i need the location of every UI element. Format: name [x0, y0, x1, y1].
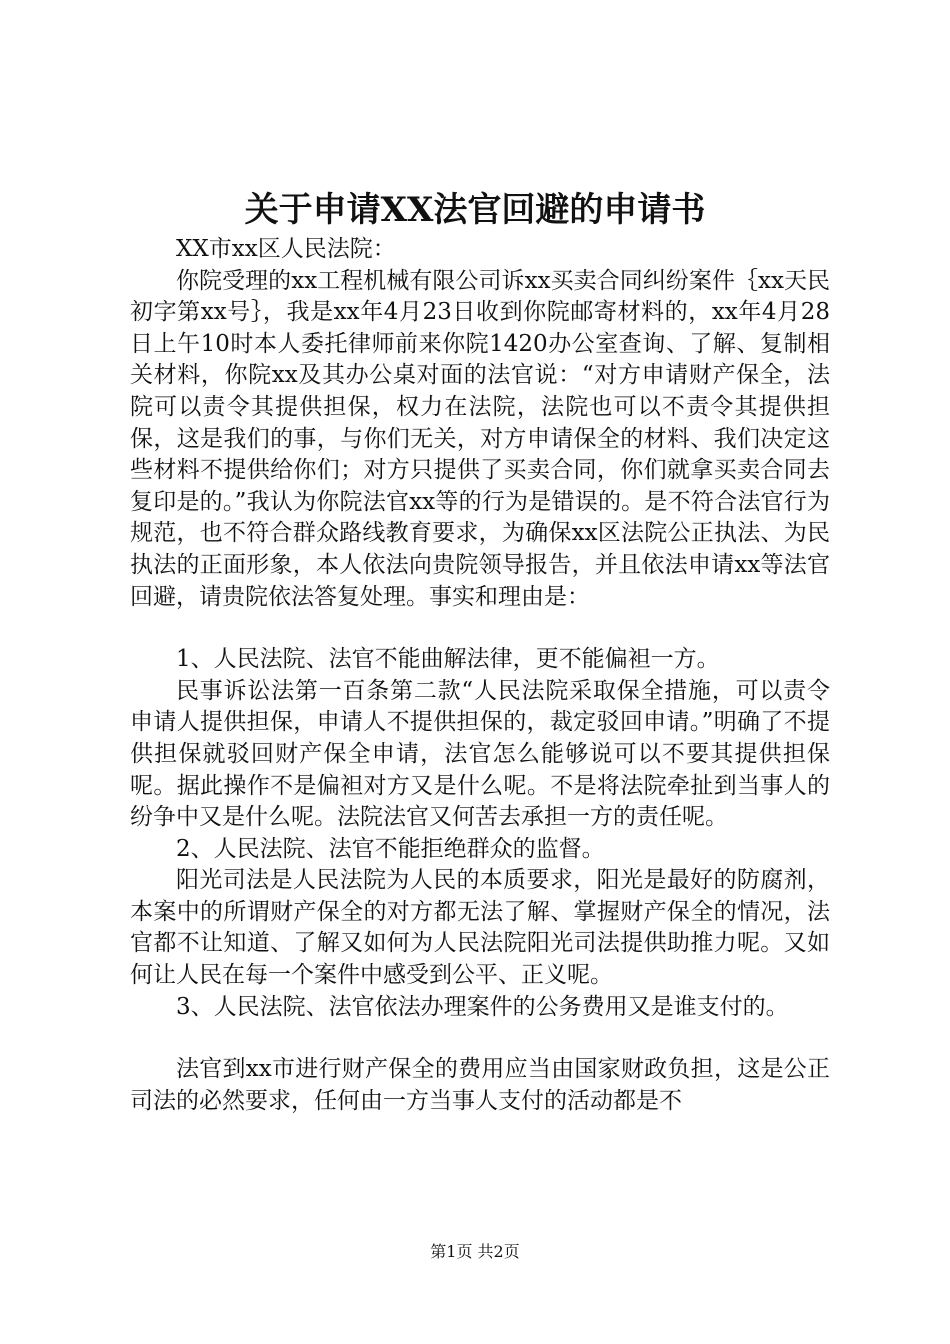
document-body — [130, 234, 830, 1117]
point-heading-3: 3、人民法院、法官依法办理案件的公务费用又是谁支付的。 — [176, 993, 789, 1020]
paragraph-point-3: 法官到xx市进行财产保全的费用应当由国家财政负担，这是公正司法的必然要求，任何由一方当事人支付的活动都是不 — [130, 1056, 830, 1114]
point-heading-1: 1、人民法院、法官不能曲解法律，更不能偏袒一方。 — [176, 646, 720, 673]
salutation: XX市xx区人民法院： — [176, 236, 396, 262]
paragraph-intro: 你院受理的xx工程机械有限公司诉xx买卖合同纠纷案件｛xx天民初字第xx号｝，我是xx年4月23日收到你院邮寄材料的，xx年4月28日上午10时本人委托律师前来你院1420办公室查询、了解、复制相关材料，你院xx及其办公桌对面的法官说：“对方申请财产保全，法院可以责令其提供担保，权力在法院，法院也可以不责令其提供担保，这是我们的事，与你们无关，对方申请保全的材料、我们决定这些材料不提供给你们；对方只提供了买卖合同，你们就拿买卖合同去复印是的。”我认为你院法官xx等的行为是错误的。是不符合法官行为规范，也不符合群众路线教育要求，为确保xx区法院公正执法、为民执法的正面形象，本人依法向贵院领导报告，并且依法申请xx等法官回避，请贵院依法答复处理。事实和理由是： — [130, 267, 830, 610]
paragraph-point-2: 阳光司法是人民法院为人民的本质要求，阳光是最好的防腐剂，本案中的所谓财产保全的对方都无法了解、掌握财产保全的情况，法官都不让知道、了解又如何为人民法院阳光司法提供助推力呢。又如何让人民在每一个案件中感受到公平、正义呢。 — [130, 867, 830, 989]
page-footer: 第1页 共2页 — [430, 1242, 520, 1261]
paragraph-point-1: 民事诉讼法第一百条第二款“人民法院采取保全措施，可以责令申请人提供担保，申请人不提供担保的，裁定驳回申请。”明确了不提供担保就驳回财产保全申请，法官怎么能够说可以不要其提供担保呢。据此操作不是偏袒对方又是什么呢。不是将法院牵扯到当事人的纷争中又是什么呢。法院法官又何苦去承担一方的责任呢。 — [130, 677, 830, 831]
document-title: 关于申请XX法官回避的申请书 — [244, 190, 706, 230]
point-heading-2: 2、人民法院、法官不能拒绝群众的监督。 — [176, 835, 605, 862]
